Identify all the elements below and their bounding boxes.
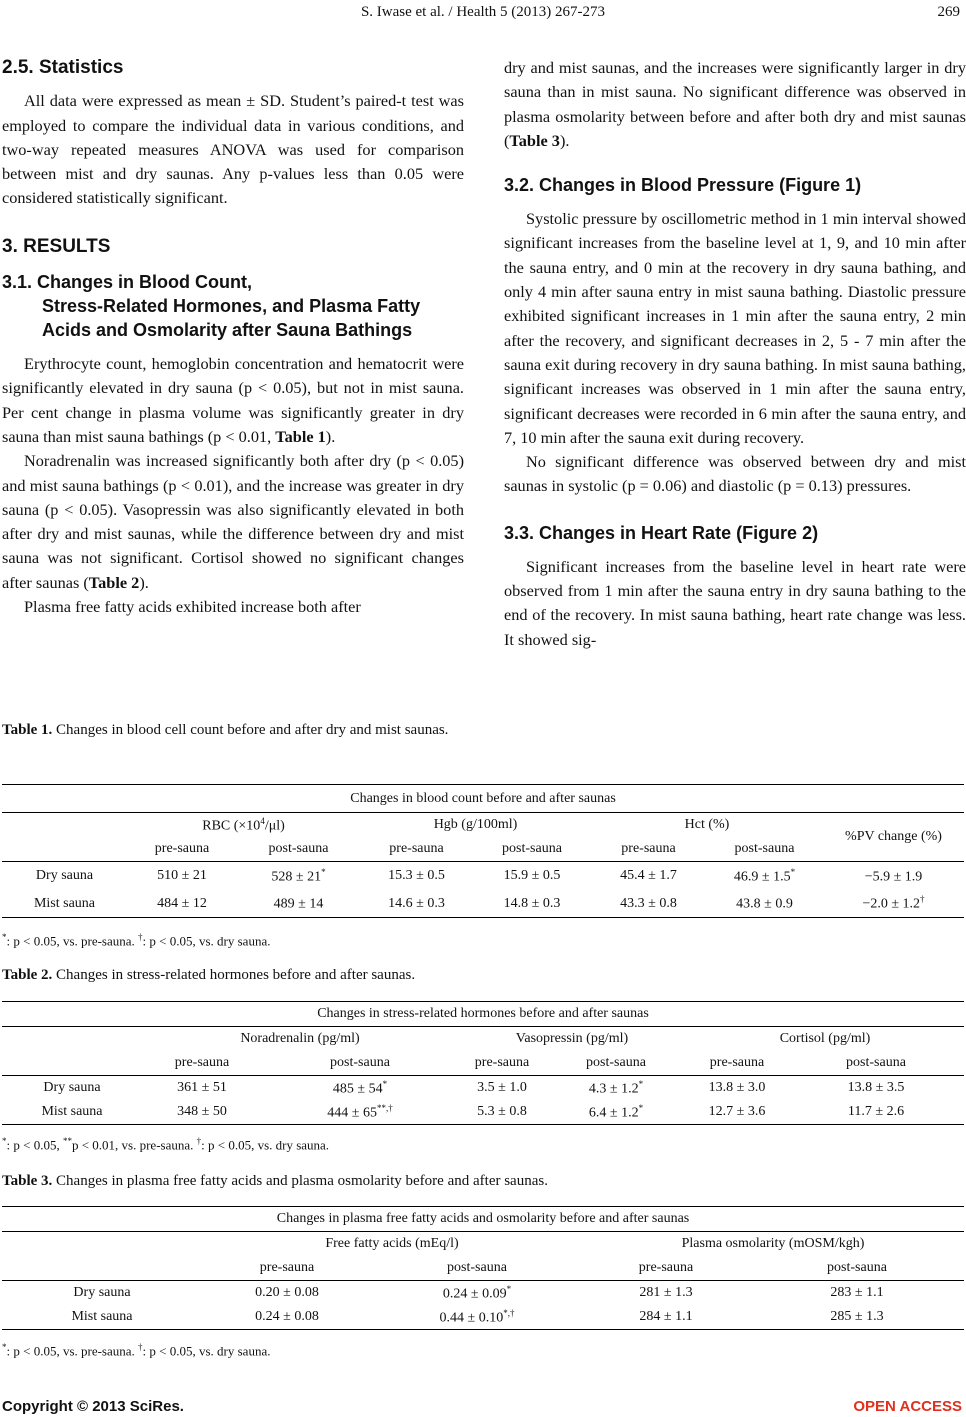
text-segment: ). [139, 572, 149, 592]
table-cell: 13.8 ± 3.0 [686, 1076, 788, 1101]
paragraph-fatty-acids: Plasma free fatty acids exhibited increase both after [24, 597, 361, 617]
table-3-title: Changes in plasma free fatty acids and osmolarity before and after saunas [2, 1207, 964, 1232]
col-group-plasma-osmolarity: Plasma osmolarity (mOSM/kgh) [582, 1232, 964, 1257]
cell-value: −5.9 ± 1.9 [864, 869, 923, 885]
col-header-post: post-sauna [846, 1055, 906, 1070]
table-1-caption-text: Changes in blood cell count before and after dry and mist saunas. [52, 722, 449, 738]
footnote-text: : p < 0.05, vs. dry sauna. [142, 933, 271, 949]
heading-3-1-first-line: 3.1. Changes in Blood Count, [2, 272, 253, 293]
footnote-mark: † [138, 1342, 143, 1352]
paragraph-blood-count [2, 352, 464, 449]
table-cell [706, 862, 823, 891]
col-header-pv-change: %PV change (%) [823, 813, 964, 862]
table-cell: 348 ± 50 [142, 1100, 262, 1125]
significance-mark: * [321, 866, 326, 877]
col-header-pre: pre-sauna [474, 1055, 530, 1070]
col-group-hgb: Hgb (g/100ml) [360, 813, 591, 838]
rbc-label: RBC (×10 [202, 818, 261, 834]
table-reference: Table 1 [275, 426, 326, 446]
cell-value: 489 ± 14 [273, 896, 324, 912]
running-title: S. Iwase et al. / Health 5 (2013) 267-273 [360, 4, 606, 20]
table-3-footnote [2, 1342, 270, 1359]
paragraph-statistics: All data were expressed as mean ± SD. Student’s paired-t test was employed to compare the individual data in various conditions, and two-way repeated measures ANOVA was used for comparison between mist and dry saunas. Any p-values less than 0.05 were considered statistically significant. [2, 91, 464, 208]
col-group-cortisol: Cortisol (pg/ml) [686, 1027, 964, 1052]
footnote-mark: * [2, 1342, 7, 1352]
open-access-label: OPEN ACCESS [853, 1398, 962, 1415]
heading-3-1-rest: Stress-Related Hormones, and Plasma Fatty Acids and Osmolarity after Sauna Bathings [42, 296, 421, 341]
table-cell: 5.3 ± 0.8 [458, 1100, 546, 1125]
footnote-mark: † [196, 1136, 202, 1146]
table-cell [823, 890, 964, 918]
table-row [2, 1281, 964, 1306]
footnote-text: p < 0.01, vs. pre-sauna. [71, 1137, 197, 1153]
table-cell [546, 1076, 686, 1101]
right-column [504, 56, 966, 652]
heading-section-3-3: 3.3. Changes in Heart Rate (Figure 2) [504, 522, 819, 543]
cell-value: −2.0 ± 1.2 [862, 896, 921, 912]
row-label: Mist sauna [2, 1305, 202, 1330]
row-header-blank [2, 1027, 142, 1076]
table-cell [706, 890, 823, 918]
text-segment: ). [325, 426, 336, 446]
text-segment: ). [559, 130, 570, 150]
footnote-text: : p < 0.05, vs. dry sauna. [201, 1137, 330, 1153]
heading-section-3-1 [2, 270, 464, 342]
row-label: Mist sauna [2, 890, 127, 918]
col-group-free-fatty-acids: Free fatty acids (mEq/l) [202, 1232, 582, 1257]
table-row [2, 890, 964, 918]
table-1 [2, 784, 964, 918]
table-row [2, 862, 964, 891]
row-header-blank [2, 813, 127, 862]
table-cell: 0.20 ± 0.08 [202, 1281, 372, 1306]
col-header-pre: pre-sauna [621, 841, 676, 856]
rbc-unit: /μl) [264, 818, 285, 834]
significance-mark: **,† [376, 1102, 393, 1113]
col-header-post: post-sauna [502, 841, 562, 856]
table-cell: 14.8 ± 0.3 [473, 890, 591, 918]
col-header-post: post-sauna [447, 1260, 507, 1275]
footnote-mark: ** [62, 1136, 72, 1146]
col-group-vasopressin: Vasopressin (pg/ml) [458, 1027, 686, 1052]
table-cell: 11.7 ± 2.6 [788, 1100, 964, 1125]
copyright-notice: Copyright © 2013 SciRes. [2, 1398, 184, 1415]
heading-statistics: 2.5. Statistics [2, 57, 124, 78]
table-2-title: Changes in stress-related hormones before and after saunas [2, 1002, 964, 1027]
cell-value: 6.4 ± 1.2 [588, 1105, 639, 1121]
table-2-footnote [2, 1136, 329, 1153]
col-header-pre: pre-sauna [174, 1055, 230, 1070]
row-header-blank [2, 1232, 202, 1281]
footnote-text: : p < 0.05, vs. pre-sauna. [6, 1343, 139, 1359]
col-header-pre: pre-sauna [638, 1260, 694, 1275]
table-2-label: Table 2. [2, 967, 53, 983]
col-header-pre: pre-sauna [709, 1055, 765, 1070]
footnote-text: : p < 0.05, vs. pre-sauna. [6, 933, 139, 949]
col-group-hct: Hct (%) [591, 813, 823, 838]
footnote-mark: * [2, 932, 7, 942]
cell-value: 485 ± 54 [332, 1081, 383, 1097]
table-3-caption [2, 1173, 548, 1190]
table-cell: 15.9 ± 0.5 [473, 862, 591, 891]
heading-results: 3. RESULTS [2, 235, 111, 257]
table-cell: 281 ± 1.3 [582, 1281, 750, 1306]
table-3-label: Table 3. [2, 1173, 53, 1189]
page-number: 269 [937, 4, 960, 20]
table-cell: 0.24 ± 0.08 [202, 1305, 372, 1330]
table-cell: 13.8 ± 3.5 [788, 1076, 964, 1101]
col-header-post: post-sauna [268, 841, 329, 856]
significance-mark: * [638, 1078, 644, 1089]
footnote-mark: * [2, 1136, 7, 1146]
paragraph-hormones [2, 449, 464, 595]
table-cell [372, 1305, 582, 1330]
footnote-text: : p < 0.05, vs. dry sauna. [142, 1343, 271, 1359]
table-1-caption [2, 722, 448, 739]
row-label: Dry sauna [2, 1281, 202, 1306]
table-3-caption-text: Changes in plasma free fatty acids and plasma osmolarity before and after saunas. [52, 1173, 548, 1189]
row-label: Dry sauna [2, 862, 127, 891]
col-header-post: post-sauna [586, 1055, 646, 1070]
table-cell [262, 1076, 458, 1101]
cell-value: 528 ± 21 [271, 869, 322, 885]
significance-mark: * [790, 866, 796, 877]
text-segment: Noradrenalin was increased significantly both after dry (p < 0.05) and mist sauna bathings (p < 0.01), and the increase was greater in dry sauna (p < 0.05). Vasopressin was also significantly elevated in both after dry and mist saunas, while the difference between dry and mist sauna was not significant. Cortisol showed no significant changes after saunas ( [2, 451, 464, 592]
table-cell [262, 1100, 458, 1125]
cell-value: 4.3 ± 1.2 [588, 1081, 639, 1097]
significance-mark: * [382, 1078, 388, 1089]
cell-value: 0.44 ± 0.10 [439, 1310, 504, 1326]
table-reference: Table 3 [509, 130, 560, 150]
left-column [2, 50, 464, 619]
cell-value: 43.8 ± 0.9 [736, 896, 793, 912]
table-3 [2, 1206, 964, 1330]
table-2-caption [2, 967, 415, 984]
table-cell [237, 862, 360, 891]
table-cell [823, 862, 964, 891]
paragraph-continued [504, 56, 966, 153]
significance-mark: * [506, 1283, 512, 1294]
table-1-footnote [2, 932, 270, 949]
significance-mark: † [920, 894, 925, 905]
col-header-pre: pre-sauna [259, 1260, 315, 1275]
table-cell: 15.3 ± 0.5 [360, 862, 473, 891]
paragraph-no-difference: No significant difference was observed between dry and mist saunas in systolic (p = 0.06) and diastolic (p = 0.13) pressures. [504, 452, 966, 496]
col-header-pre: pre-sauna [154, 841, 210, 856]
paragraph-heart-rate: Significant increases from the baseline level in heart rate were observed from 1 min after the sauna entry in dry sauna bathing to the end of the recovery. In mist sauna bathing, heart rate change was less. It showed sig- [504, 556, 966, 649]
table-row [2, 1076, 964, 1101]
significance-mark: *,† [503, 1307, 515, 1318]
table-cell: 12.7 ± 3.6 [686, 1100, 788, 1125]
table-cell: 3.5 ± 1.0 [458, 1076, 546, 1101]
cell-value: 46.9 ± 1.5 [733, 869, 791, 885]
footnote-text: : p < 0.05, [6, 1137, 63, 1153]
rbc-exponent: 4 [260, 815, 265, 826]
table-cell: 14.6 ± 0.3 [360, 890, 473, 918]
table-1-label: Table 1. [2, 722, 53, 738]
table-row [2, 1305, 964, 1330]
table-cell [372, 1281, 582, 1306]
row-label: Mist sauna [2, 1100, 142, 1125]
col-group-rbc [127, 813, 360, 838]
table-2-caption-text: Changes in stress-related hormones before and after saunas. [52, 967, 416, 983]
col-header-post: post-sauna [330, 1055, 390, 1070]
heading-section-3-2: 3.2. Changes in Blood Pressure (Figure 1) [504, 175, 862, 196]
text-segment: dry and mist saunas, and the increases were significantly larger in dry sauna than in mist sauna. No significant difference was observed in plasma osmolarity between before and after both dry and mist saunas ( [504, 58, 966, 150]
table-cell: 43.3 ± 0.8 [591, 890, 706, 918]
table-cell: 283 ± 1.1 [750, 1281, 964, 1306]
cell-value: 444 ± 65 [327, 1105, 377, 1121]
row-label: Dry sauna [2, 1076, 142, 1101]
table-cell: 284 ± 1.1 [582, 1305, 750, 1330]
table-cell [546, 1100, 686, 1125]
table-1-title: Changes in blood count before and after saunas [2, 785, 964, 813]
col-header-pre: pre-sauna [389, 841, 444, 856]
table-row [2, 1100, 964, 1125]
footnote-mark: † [138, 932, 143, 942]
table-cell: 45.4 ± 1.7 [591, 862, 706, 891]
table-cell: 510 ± 21 [127, 862, 237, 891]
table-reference: Table 2 [88, 572, 140, 592]
cell-value: 0.24 ± 0.09 [442, 1286, 507, 1302]
col-group-noradrenalin: Noradrenalin (pg/ml) [142, 1027, 458, 1052]
table-cell [237, 890, 360, 918]
significance-mark: * [638, 1102, 644, 1113]
running-header [0, 4, 966, 21]
text-segment: Erythrocyte count, hemoglobin concentration and hematocrit were significantly elevated in dry sauna (p < 0.05), but not in mist sauna. Per cent change in plasma volume was significantly greater in dry sauna than mist sauna bathings (p < 0.01, [2, 354, 464, 446]
paragraph-blood-pressure: Systolic pressure by oscillometric method in 1 min interval showed significant increases from the baseline level at 1, 9, and 10 min after the sauna entry, and 0 min at the recovery in dry sauna bathing, and only 4 min after sauna entry in mist sauna bathing. Diastolic pressure exhibited significant increases in 1 min after the sauna entry, 2 min after the recovery, and significant decreases in 2, 5 - 7 min after the sauna exit during recovery in dry sauna bathing. In mist sauna bathing, significant increases was observed in 1 min after the sauna entry, significant decreases were recorded in 6 min after the sauna entry, and 7, 10 min after the sauna exit during recovery. [504, 209, 966, 447]
table-cell: 285 ± 1.3 [750, 1305, 964, 1330]
table-cell: 484 ± 12 [127, 890, 237, 918]
col-header-post: post-sauna [734, 841, 795, 856]
table-cell: 361 ± 51 [142, 1076, 262, 1101]
col-header-post: post-sauna [827, 1260, 887, 1275]
table-2 [2, 1001, 964, 1125]
